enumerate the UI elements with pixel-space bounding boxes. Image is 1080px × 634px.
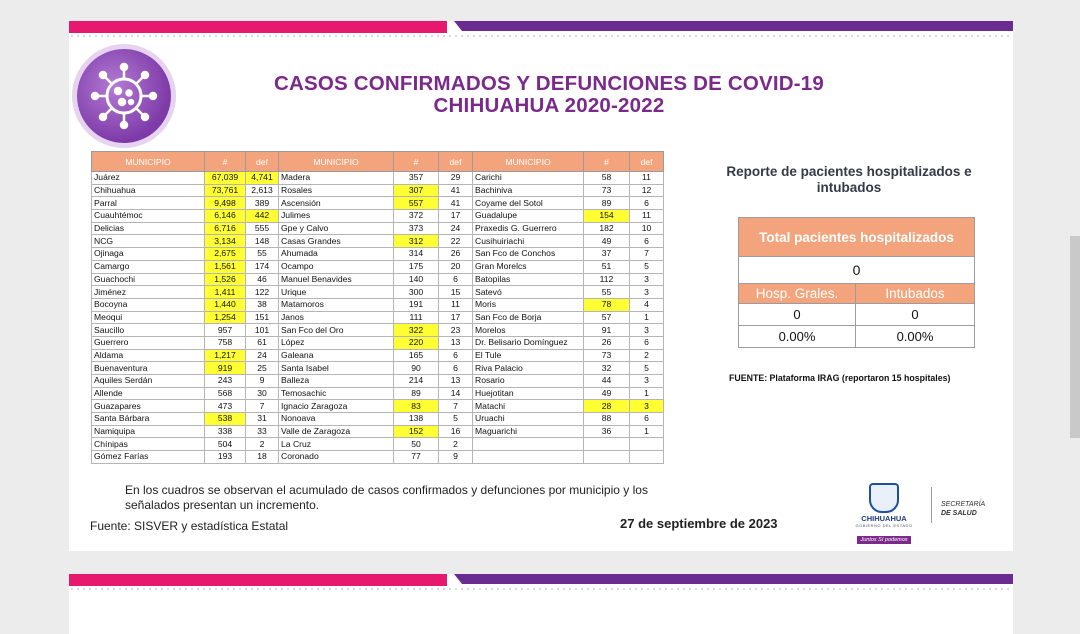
- table-cell: 77: [394, 451, 439, 464]
- table-cell: 557: [394, 197, 439, 210]
- total-hospitalized-value: 0: [739, 257, 975, 284]
- column-header: def: [630, 152, 664, 172]
- table-cell: 322: [394, 324, 439, 337]
- table-cell: 50: [394, 438, 439, 451]
- table-cell: 7: [439, 400, 473, 413]
- footer-source: Fuente: SISVER y estadística Estatal: [90, 519, 289, 533]
- table-cell: 957: [205, 324, 246, 337]
- table-cell: La Cruz: [279, 438, 394, 451]
- table-cell: 22: [439, 235, 473, 248]
- table-cell: 89: [394, 387, 439, 400]
- table-cell: 73: [584, 184, 630, 197]
- table-cell: 11: [630, 172, 664, 185]
- column-header: MUNICIPIO: [92, 152, 205, 172]
- table-cell: Ahumada: [279, 248, 394, 261]
- column-header: #: [205, 152, 246, 172]
- table-cell: [630, 438, 664, 451]
- table-cell: Galeana: [279, 349, 394, 362]
- table-cell: San Fco del Oro: [279, 324, 394, 337]
- intubados-value: 0: [856, 304, 975, 326]
- table-cell: 9,498: [205, 197, 246, 210]
- table-cell: Uruachi: [473, 413, 584, 426]
- table-cell: 6: [439, 349, 473, 362]
- table-cell: 373: [394, 222, 439, 235]
- table-cell: San Fco de Borja: [473, 311, 584, 324]
- ministry-line-1: SECRETARÍA: [941, 501, 986, 508]
- table-cell: 88: [584, 413, 630, 426]
- table-cell: Temosachic: [279, 387, 394, 400]
- table-cell: Aquiles Serdán: [92, 375, 205, 388]
- report-slide: [69, 21, 1013, 551]
- table-row: [92, 311, 664, 324]
- table-cell: Guachochi: [92, 273, 205, 286]
- table-cell: 3: [630, 286, 664, 299]
- table-cell: 20: [439, 260, 473, 273]
- table-cell: Cusihuiriachi: [473, 235, 584, 248]
- table-cell: Dr. Belisario Domínguez: [473, 336, 584, 349]
- table-cell: 193: [205, 451, 246, 464]
- table-cell: 61: [246, 336, 279, 349]
- column-header: MUNICIPIO: [279, 152, 394, 172]
- table-cell: Allende: [92, 387, 205, 400]
- table-cell: Bachiniva: [473, 184, 584, 197]
- table-cell: 91: [584, 324, 630, 337]
- table-row: [92, 298, 664, 311]
- table-cell: 24: [246, 349, 279, 362]
- table-cell: 7: [630, 248, 664, 261]
- table-cell: 23: [439, 324, 473, 337]
- title-line-1: CASOS CONFIRMADOS Y DEFUNCIONES DE COVID-19: [273, 72, 825, 95]
- table-cell: 17: [439, 311, 473, 324]
- table-cell: 307: [394, 184, 439, 197]
- table-row: [92, 235, 664, 248]
- table-cell: 442: [246, 210, 279, 223]
- table-cell: Huejotitan: [473, 387, 584, 400]
- table-cell: Moris: [473, 298, 584, 311]
- irag-source: FUENTE: Plataforma IRAG (reportaron 15 hospitales): [729, 373, 951, 383]
- table-cell: 31: [246, 413, 279, 426]
- table-cell: 1: [630, 387, 664, 400]
- table-cell: Madera: [279, 172, 394, 185]
- table-cell: Camargo: [92, 260, 205, 273]
- table-cell: Satevó: [473, 286, 584, 299]
- table-cell: 1: [630, 425, 664, 438]
- title-line-2: CHIHUAHUA 2020-2022: [433, 94, 665, 117]
- table-cell: 112: [584, 273, 630, 286]
- table-row: [92, 362, 664, 375]
- table-cell: 24: [439, 222, 473, 235]
- table-cell: Nonoava: [279, 413, 394, 426]
- table-cell: 919: [205, 362, 246, 375]
- table-cell: 174: [246, 260, 279, 273]
- table-cell: 6: [630, 235, 664, 248]
- table-cell: 300: [394, 286, 439, 299]
- table-cell: 191: [394, 298, 439, 311]
- table-cell: 1,526: [205, 273, 246, 286]
- table-cell: Juárez: [92, 172, 205, 185]
- shield-icon: [869, 483, 899, 513]
- table-cell: 41: [439, 184, 473, 197]
- table-row: [92, 438, 664, 451]
- table-cell: 3: [630, 324, 664, 337]
- table-cell: Buenaventura: [92, 362, 205, 375]
- table-cell: Chihuahua: [92, 184, 205, 197]
- table-cell: 3: [630, 400, 664, 413]
- table-cell: [473, 438, 584, 451]
- table-cell: 1,217: [205, 349, 246, 362]
- table-row: [92, 172, 664, 185]
- table-cell: 89: [584, 197, 630, 210]
- table-cell: El Tule: [473, 349, 584, 362]
- pink-header-bar: [69, 21, 447, 33]
- table-cell: 6: [630, 336, 664, 349]
- table-cell: Coronado: [279, 451, 394, 464]
- table-cell: Casas Grandes: [279, 235, 394, 248]
- table-row: [92, 222, 664, 235]
- table-cell: 473: [205, 400, 246, 413]
- table-cell: 568: [205, 387, 246, 400]
- dotted-band: [69, 33, 1013, 41]
- intubados-label: Intubados: [856, 284, 975, 304]
- table-cell: 32: [584, 362, 630, 375]
- table-header-row: [92, 152, 664, 172]
- table-row: [92, 273, 664, 286]
- table-cell: 13: [439, 375, 473, 388]
- table-row: [92, 413, 664, 426]
- table-cell: 78: [584, 298, 630, 311]
- table-cell: 220: [394, 336, 439, 349]
- table-cell: San Fco de Conchos: [473, 248, 584, 261]
- table-cell: 2,675: [205, 248, 246, 261]
- table-cell: 57: [584, 311, 630, 324]
- table-cell: 25: [246, 362, 279, 375]
- table-cell: 16: [439, 425, 473, 438]
- table-cell: 38: [246, 298, 279, 311]
- table-cell: Praxedis G. Guerrero: [473, 222, 584, 235]
- column-header: def: [439, 152, 473, 172]
- ministry-logo: [941, 500, 985, 518]
- table-cell: 2: [630, 349, 664, 362]
- table-row: [92, 260, 664, 273]
- chihuahua-logo: [852, 483, 916, 546]
- state-name: CHIHUAHUA: [861, 514, 907, 523]
- column-header: #: [394, 152, 439, 172]
- table-cell: 55: [246, 248, 279, 261]
- virus-icon: [77, 49, 171, 143]
- table-cell: 243: [205, 375, 246, 388]
- table-cell: Matamoros: [279, 298, 394, 311]
- table-row: [92, 184, 664, 197]
- table-cell: 389: [246, 197, 279, 210]
- table-cell: [630, 451, 664, 464]
- table-cell: Batopilas: [473, 273, 584, 286]
- table-row: [92, 400, 664, 413]
- table-cell: 555: [246, 222, 279, 235]
- table-cell: Guadalupe: [473, 210, 584, 223]
- table-cell: 73,761: [205, 184, 246, 197]
- table-row: [92, 349, 664, 362]
- table-cell: 1,561: [205, 260, 246, 273]
- table-cell: 11: [630, 210, 664, 223]
- table-cell: Cuauhtémoc: [92, 210, 205, 223]
- table-cell: 1,254: [205, 311, 246, 324]
- purple-header-bar-2: [454, 574, 1013, 584]
- table-cell: 6: [630, 197, 664, 210]
- table-cell: 58: [584, 172, 630, 185]
- next-slide: [69, 574, 1013, 634]
- table-cell: 154: [584, 210, 630, 223]
- table-cell: Meoqui: [92, 311, 205, 324]
- hosp-grales-value: 0: [739, 304, 856, 326]
- table-cell: 5: [630, 362, 664, 375]
- table-cell: 314: [394, 248, 439, 261]
- table-cell: 214: [394, 375, 439, 388]
- table-cell: 4,741: [246, 172, 279, 185]
- table-cell: 175: [394, 260, 439, 273]
- column-header: MUNICIPIO: [473, 152, 584, 172]
- table-cell: 33: [246, 425, 279, 438]
- table-cell: Janos: [279, 311, 394, 324]
- table-cell: 41: [439, 197, 473, 210]
- table-cell: Valle de Zaragoza: [279, 425, 394, 438]
- table-cell: 9: [439, 451, 473, 464]
- report-date: 27 de septiembre de 2023: [620, 516, 778, 531]
- table-cell: Ocampo: [279, 260, 394, 273]
- table-cell: 29: [439, 172, 473, 185]
- table-cell: Chínipas: [92, 438, 205, 451]
- table-cell: 12: [630, 184, 664, 197]
- table-row: [92, 387, 664, 400]
- table-cell: 372: [394, 210, 439, 223]
- table-cell: Santa Bárbara: [92, 413, 205, 426]
- table-cell: 165: [394, 349, 439, 362]
- table-cell: Julimes: [279, 210, 394, 223]
- table-cell: 9: [246, 375, 279, 388]
- table-cell: 17: [439, 210, 473, 223]
- table-cell: 152: [394, 425, 439, 438]
- table-cell: 1: [630, 311, 664, 324]
- ministry-line-2: DE SALUD: [941, 510, 977, 517]
- table-cell: 101: [246, 324, 279, 337]
- table-row: [92, 451, 664, 464]
- table-cell: 28: [584, 400, 630, 413]
- table-cell: 46: [246, 273, 279, 286]
- table-cell: 148: [246, 235, 279, 248]
- table-cell: 2,613: [246, 184, 279, 197]
- table-cell: 6: [439, 362, 473, 375]
- slogan-badge: Juntos Sí podemos: [857, 536, 910, 544]
- table-cell: Riva Palacio: [473, 362, 584, 375]
- table-cell: 44: [584, 375, 630, 388]
- table-cell: Maguarichi: [473, 425, 584, 438]
- table-cell: Ascensión: [279, 197, 394, 210]
- table-cell: 3: [630, 273, 664, 286]
- hospitalized-table: [738, 217, 975, 348]
- table-cell: 5: [630, 260, 664, 273]
- table-row: [92, 336, 664, 349]
- table-cell: 111: [394, 311, 439, 324]
- table-cell: 758: [205, 336, 246, 349]
- column-header: #: [584, 152, 630, 172]
- table-cell: 6: [439, 273, 473, 286]
- table-row: [92, 248, 664, 261]
- table-cell: 122: [246, 286, 279, 299]
- table-cell: 73: [584, 349, 630, 362]
- table-cell: Ojinaga: [92, 248, 205, 261]
- table-cell: 182: [584, 222, 630, 235]
- hosp-grales-label: Hosp. Grales.: [739, 284, 856, 304]
- table-cell: Gran Morelcs: [473, 260, 584, 273]
- table-cell: 18: [246, 451, 279, 464]
- table-cell: [584, 438, 630, 451]
- table-cell: 13: [439, 336, 473, 349]
- table-cell: Urique: [279, 286, 394, 299]
- intubados-pct: 0.00%: [856, 326, 975, 348]
- table-cell: 90: [394, 362, 439, 375]
- table-cell: 51: [584, 260, 630, 273]
- table-cell: Parral: [92, 197, 205, 210]
- table-cell: 312: [394, 235, 439, 248]
- pink-header-bar-2: [69, 574, 447, 586]
- table-cell: Delicias: [92, 222, 205, 235]
- footer-note: En los cuadros se observan el acumulado de casos confirmados y defunciones por municipio y los señalados presentan un incremento.: [125, 483, 648, 512]
- table-cell: López: [279, 336, 394, 349]
- table-cell: 6,146: [205, 210, 246, 223]
- table-cell: Rosales: [279, 184, 394, 197]
- table-row: [92, 286, 664, 299]
- table-cell: Jiménez: [92, 286, 205, 299]
- scroll-edge: [1070, 236, 1080, 438]
- table-body: [92, 172, 664, 464]
- table-cell: 83: [394, 400, 439, 413]
- table-cell: Santa Isabel: [279, 362, 394, 375]
- table-cell: 3: [630, 375, 664, 388]
- table-cell: 67,039: [205, 172, 246, 185]
- table-cell: 26: [584, 336, 630, 349]
- table-cell: 504: [205, 438, 246, 451]
- table-cell: 5: [439, 413, 473, 426]
- hosp-grales-pct: 0.00%: [739, 326, 856, 348]
- table-cell: 1,411: [205, 286, 246, 299]
- report-title: Reporte de pacientes hospitalizados e intubados: [726, 164, 972, 195]
- table-cell: 138: [394, 413, 439, 426]
- table-cell: Ignacio Zaragoza: [279, 400, 394, 413]
- table-cell: 30: [246, 387, 279, 400]
- table-cell: [473, 451, 584, 464]
- table-cell: 538: [205, 413, 246, 426]
- dotted-band-2: [69, 586, 1013, 594]
- table-cell: [584, 451, 630, 464]
- table-row: [92, 197, 664, 210]
- state-subtitle: GOBIERNO DEL ESTADO: [855, 523, 913, 528]
- table-cell: 338: [205, 425, 246, 438]
- table-cell: Namiquipa: [92, 425, 205, 438]
- table-row: [92, 324, 664, 337]
- table-row: [92, 210, 664, 223]
- page-title: [249, 73, 849, 117]
- table-cell: NCG: [92, 235, 205, 248]
- table-cell: 10: [630, 222, 664, 235]
- table-cell: Matachi: [473, 400, 584, 413]
- table-cell: 151: [246, 311, 279, 324]
- table-cell: 2: [246, 438, 279, 451]
- table-cell: 49: [584, 235, 630, 248]
- table-cell: 7: [246, 400, 279, 413]
- table-cell: Guerrero: [92, 336, 205, 349]
- table-cell: 3,134: [205, 235, 246, 248]
- table-cell: 6,716: [205, 222, 246, 235]
- table-cell: 4: [630, 298, 664, 311]
- table-row: [92, 375, 664, 388]
- table-cell: Balleza: [279, 375, 394, 388]
- table-cell: 1,440: [205, 298, 246, 311]
- table-cell: 15: [439, 286, 473, 299]
- table-cell: Gómez Farías: [92, 451, 205, 464]
- table-cell: 37: [584, 248, 630, 261]
- table-cell: 14: [439, 387, 473, 400]
- table-cell: 26: [439, 248, 473, 261]
- table-cell: Aldama: [92, 349, 205, 362]
- table-cell: Coyame del Sotol: [473, 197, 584, 210]
- table-cell: Saucillo: [92, 324, 205, 337]
- column-header: def: [246, 152, 279, 172]
- table-cell: 140: [394, 273, 439, 286]
- table-cell: 49: [584, 387, 630, 400]
- table-cell: 55: [584, 286, 630, 299]
- table-cell: Bocoyna: [92, 298, 205, 311]
- table-cell: Gpe y Calvo: [279, 222, 394, 235]
- table-cell: Morelos: [473, 324, 584, 337]
- table-cell: 2: [439, 438, 473, 451]
- total-hospitalized-label: Total pacientes hospitalizados: [739, 218, 975, 257]
- table-cell: Guazapares: [92, 400, 205, 413]
- table-cell: 6: [630, 413, 664, 426]
- table-cell: Carichi: [473, 172, 584, 185]
- municipality-table: [91, 151, 664, 464]
- table-cell: 11: [439, 298, 473, 311]
- table-cell: Rosario: [473, 375, 584, 388]
- table-cell: Manuel Benavides: [279, 273, 394, 286]
- table-cell: 357: [394, 172, 439, 185]
- purple-header-bar: [454, 21, 1013, 31]
- table-cell: 36: [584, 425, 630, 438]
- logo-divider: [931, 487, 932, 523]
- table-row: [92, 425, 664, 438]
